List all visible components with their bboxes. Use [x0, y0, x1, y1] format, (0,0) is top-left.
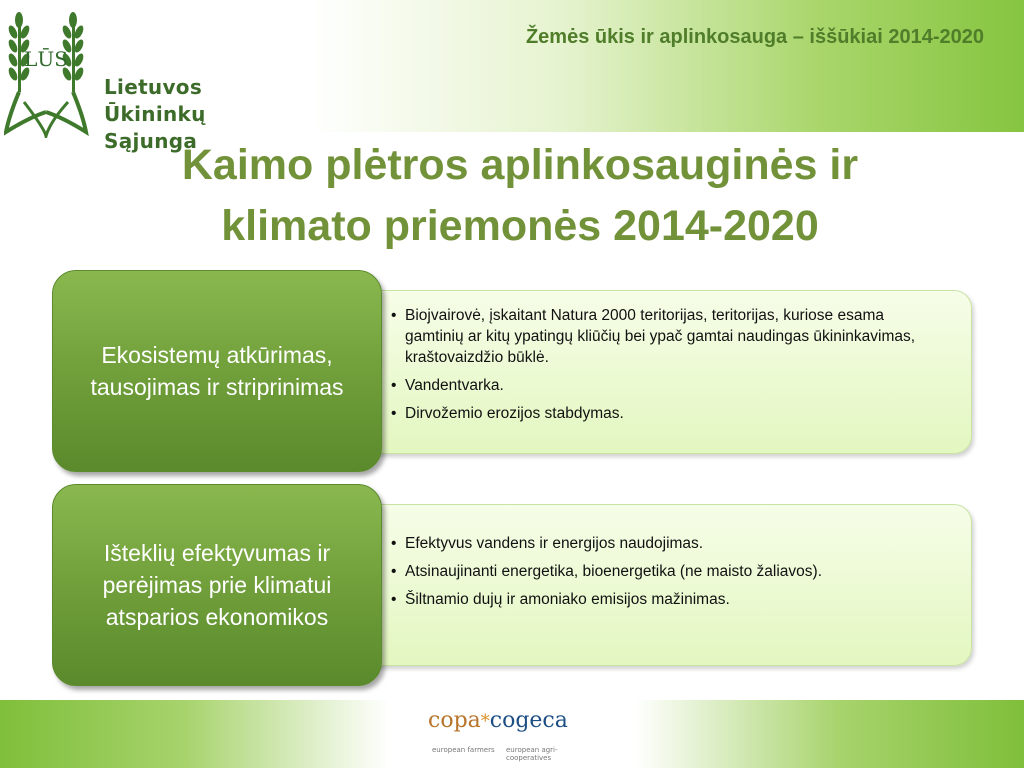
header-subtitle: Žemės ūkis ir aplinkosauga – iššūkiai 2014-2020: [525, 26, 984, 48]
section-2-category-label: Išteklių efektyvumas ir perėjimas prie klimatui atsparios ekonomikos: [102, 540, 332, 630]
bullet-item: • Vandentvarka.: [391, 375, 945, 396]
union-logo: [4, 8, 304, 153]
bullet-item: • Efektyvus vandens ir energijos naudojimas.: [391, 533, 945, 554]
copa-subtitle: european farmers: [432, 746, 495, 754]
bullet-item: • Dirvožemio erozijos stabdymas.: [391, 403, 945, 424]
asterisk-icon: *: [480, 711, 490, 732]
bullet-item: • Atsinaujinanti energetika, bioenergetika (ne maisto žaliavos).: [391, 561, 945, 582]
slide-title: [60, 135, 980, 257]
copa-cogeca-logo: [428, 708, 598, 762]
cogeca-subtitle: european agri-cooperatives: [506, 746, 558, 762]
slide-title-line-2: klimato priemonės 2014-2020: [221, 202, 819, 250]
wheat-emblem-icon: [4, 8, 104, 138]
copa-cogeca-wordmark: copa*cogeca: [428, 708, 568, 733]
svg-text:LŪS: LŪS: [24, 47, 68, 71]
slide-title-line-1: Kaimo plėtros aplinkosauginės ir: [181, 141, 859, 189]
section-1-category-label: Ekosistemų atkūrimas, tausojimas ir striprinimas: [90, 342, 344, 400]
logo-line-1: Lietuvos: [104, 75, 203, 99]
logo-line-2: Ūkininkų Sąjunga: [104, 102, 206, 153]
section-1-bullets: [391, 305, 945, 431]
bullet-item: • Biojvairovė, įskaitant Natura 2000 teritorijas, teritorijas, kuriose esama gamtinių ar kitų ypatingų kliūčių bei ypač gamtai naudingas ūkininkavimas, kraštovaizdžio būklė.: [391, 305, 945, 368]
section-2-bullets: [391, 533, 945, 617]
section-2-category: [52, 484, 382, 686]
section-1-category: [52, 270, 382, 472]
bullet-item: • Šiltnamio dujų ir amoniako emisijos mažinimas.: [391, 589, 945, 610]
